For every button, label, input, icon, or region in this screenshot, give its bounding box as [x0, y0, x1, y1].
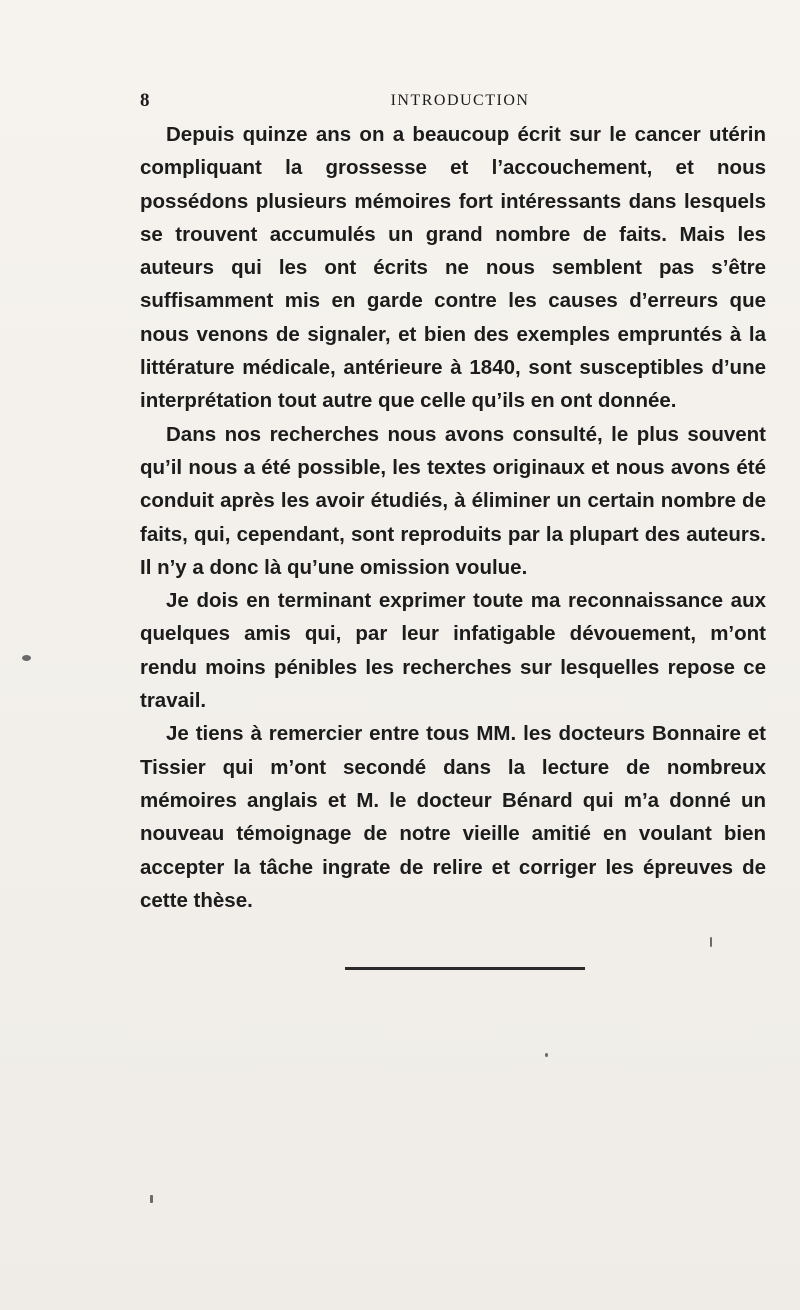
paragraph: Depuis quinze ans on a beaucoup écrit sur le cancer utérin compliquant la grossesse et l’accouchement, et nous possédons plusieurs mémoires fort intéressants dans lesquels se trouvent accumulés un grand nombre de faits. Mais les auteurs qui les ont écrits ne nous semblent pas s’être suffisamment mis en garde contre les causes d’erreurs que nous venons de signaler, et bien des exemples empruntés à la littérature médicale, antérieure à 1840, sont susceptibles d’une interprétation tout autre que celle qu’ils en ont donnée. [140, 123, 766, 413]
paragraph: Je tiens à remercier entre tous MM. les docteurs Bonnaire et Tissier qui m’ont secondé dans la lecture de nombreux mémoires anglais et M. le docteur Bénard qui m’a donné un nouveau témoignage de notre vieille amitié en voulant bien accepter la tâche ingrate de relire et corriger les épreuves de cette thèse. [140, 722, 766, 912]
running-header [140, 90, 780, 114]
paper-speck [150, 1195, 153, 1203]
body-text [140, 118, 766, 917]
paper-speck [545, 1053, 548, 1057]
page-number: 8 [140, 90, 150, 111]
paragraph: Dans nos recherches nous avons consulté, le plus souvent qu’il nous a été possible, les textes originaux et nous avons été conduit après les avoir étudiés, à éliminer un certain nombre de faits, qui, cependant, sont reproduits par la plupart des auteurs. Il n’y a donc là qu’une omission voulue. [140, 422, 766, 579]
paragraph: Je dois en terminant exprimer toute ma reconnaissance aux quelques amis qui, par leur infatigable dévouement, m’ont rendu moins pénibles les recherches sur lesquelles repose ce travail. [140, 589, 766, 713]
paper-speck [710, 937, 712, 947]
running-title: INTRODUCTION [390, 92, 530, 109]
paper-speck [22, 655, 31, 661]
end-rule [345, 967, 585, 970]
